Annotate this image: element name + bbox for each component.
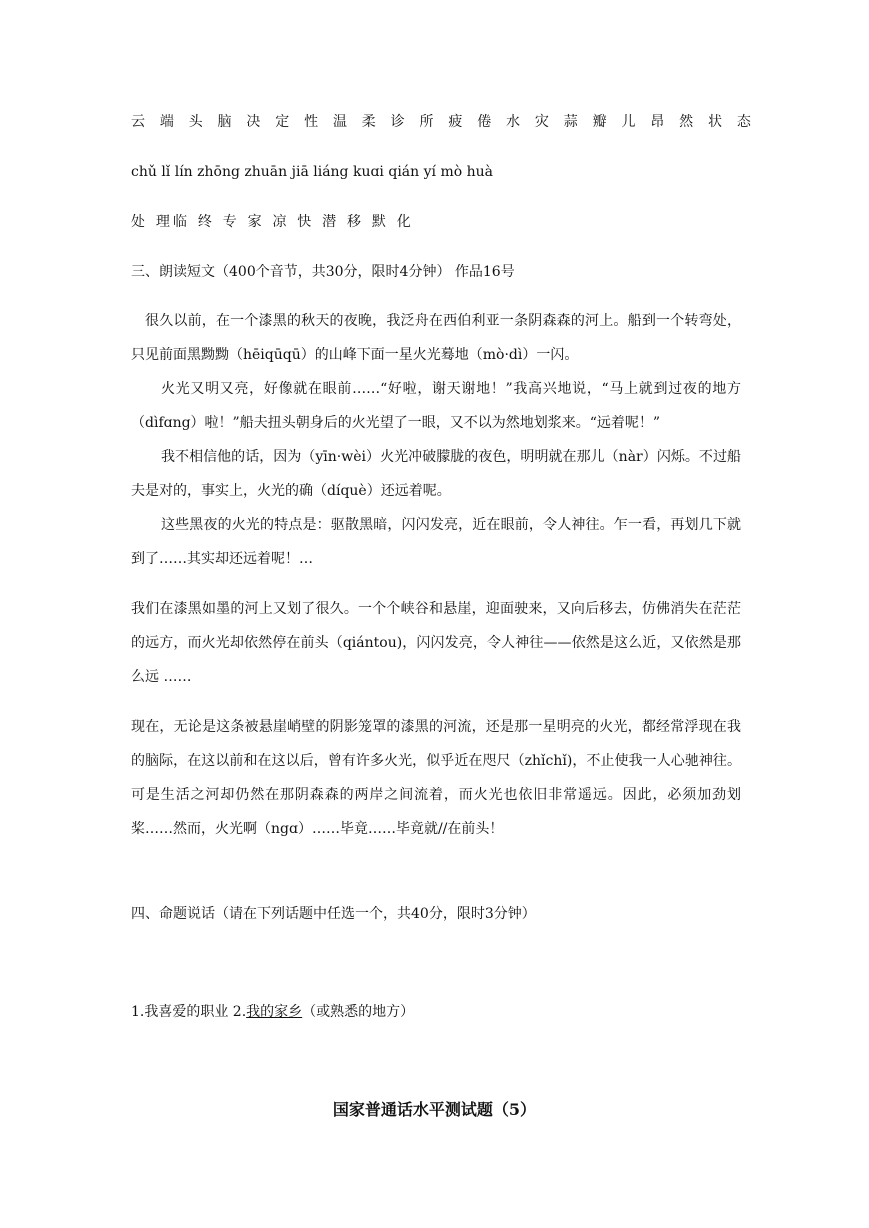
vocab-chars-line-1: 云 端 头 脑 决 定 性 温 柔 诊 所 疲 倦 水 灾 蒜 瓣 儿 昂 然 状 态 <box>131 114 757 130</box>
reading-paragraph-4: 这些黑夜的火光的特点是：驱散黑暗，闪闪发亮，近在眼前，令人神往。乍一看，再划几下就到了……其实却还远着呢！… <box>131 517 741 567</box>
topic-my-hometown: 我的家乡 <box>246 1004 303 1020</box>
topic-suffix: （或熟悉的地方） <box>302 1004 415 1020</box>
reading-paragraph-5: 我们在漆黑如墨的河上又划了很久。一个个峡谷和悬崖，迎面驶来，又向后移去，仿佛消失在茫茫的远方，而火光却依然停在前头（qiántou)，闪闪发亮，令人神往——依然是这么近，又依然是那么远 …… <box>131 601 741 685</box>
vocab-pinyin-line: chǔ lǐ lín zhōng zhuān jiā liáng kuɑi qián yí mò huà <box>131 164 493 180</box>
topic-options <box>131 1002 741 1022</box>
next-test-title: 国家普通话水平测试题（5） <box>332 1100 537 1119</box>
reading-paragraph-3: 我不相信他的话，因为（yīn·wèi）火光冲破朦胧的夜色，明明就在那儿（nàr）闪烁。不过船夫是对的，事实上，火光的确（díquè）还远着呢。 <box>131 449 741 499</box>
reading-paragraph-6: 现在，无论是这条被悬崖峭壁的阴影笼罩的漆黑的河流，还是那一星明亮的火光，都经常浮现在我的脑际，在这以前和在这以后，曾有许多火光，似乎近在咫尺（zhǐchǐ)，不止使我一人心驰神往。可是生活之河却仍然在那阴森森的两岸之间流着，而火光也依旧非常遥远。因此，必须加劲划桨……然而，火光啊（ngɑ）……毕竟……毕竟就//在前头！ <box>131 719 741 837</box>
vocab-chars-line-2: 处 理临 终 专 家 凉 快 潜 移 默 化 <box>131 214 414 230</box>
reading-paragraph-2: 火光又明又亮，好像就在眼前……“好啦，谢天谢地！”我高兴地说，“马上就到过夜的地方（dìfɑng）啦！”船夫扭头朝身后的火光望了一眼，又不以为然地划浆来。“远着呢！” <box>131 381 741 431</box>
reading-paragraph-1: 很久以前，在一个漆黑的秋天的夜晚，我泛舟在西伯利亚一条阴森森的河上。船到一个转弯处，只见前面黑黝黝（hēiqūqū）的山峰下面一星火光蓦地（mò·dì）一闪。 <box>131 313 741 363</box>
section-4-heading: 四、命题说话（请在下列话题中任选一个，共40分，限时3分钟） <box>131 906 536 922</box>
section-3-heading: 三、朗读短文（400个音节，共30分，限时4分钟） 作品16号 <box>131 264 515 280</box>
topic-prefix: 1.我喜爱的职业 2. <box>131 1004 247 1020</box>
